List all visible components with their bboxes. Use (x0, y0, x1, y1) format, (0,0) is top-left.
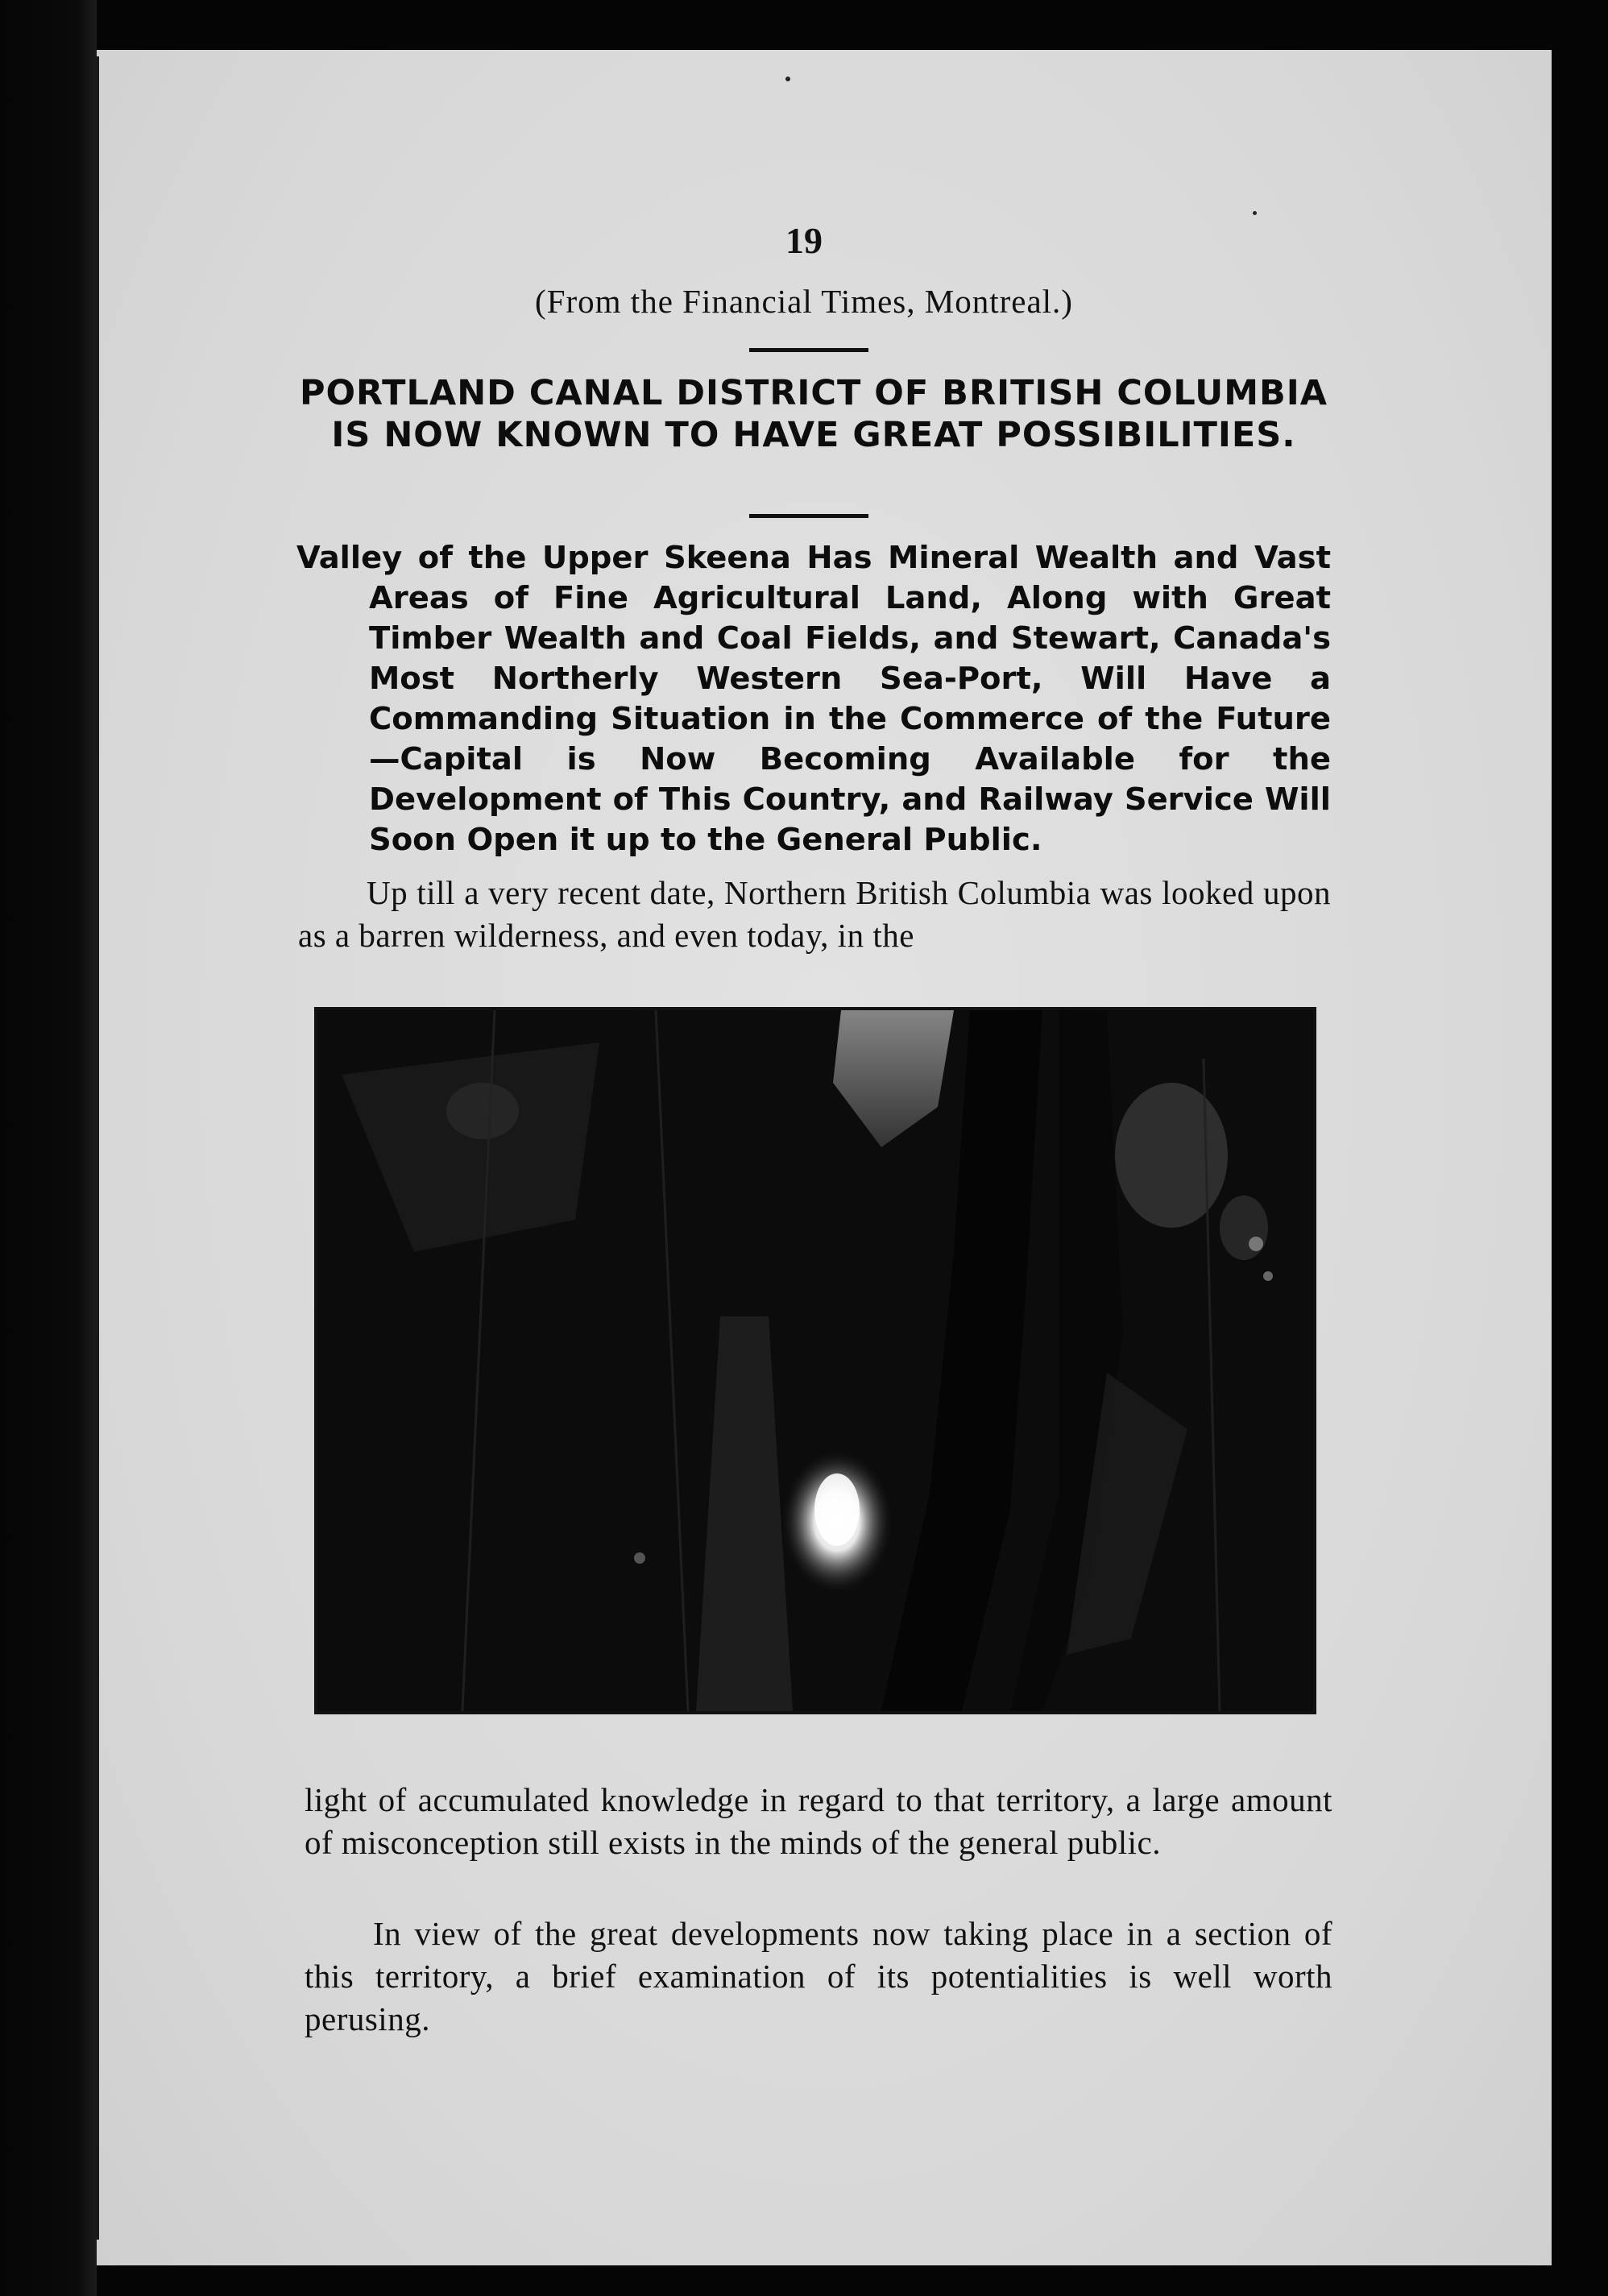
page-number: 19 (785, 220, 823, 261)
paragraph: In view of the great developments now taking place in a section of this territory, a brief examination of its potentialities is well worth perusing. (305, 1915, 1332, 2037)
paragraph: light of accumulated knowledge in regard to that territory, a large amount of misconception still exists in the minds of the general public. (305, 1781, 1332, 1861)
forest-photograph (314, 1007, 1316, 1714)
scan-left-edge (0, 0, 97, 2296)
article-headline: PORTLAND CANAL DISTRICT OF BRITISH COLUMBIA IS NOW KNOWN TO HAVE GREAT POSSIBILITIES. (299, 373, 1328, 455)
scan-speck (1253, 211, 1257, 215)
divider-rule (749, 514, 868, 518)
article-subhead: Valley of the Upper Skeena Has Mineral Wealth and Vast Areas of Fine Agricultural Land, Along with Great Timber Wealth and Coal Fields, and Stewart, Canada's Most Northerly Western Sea-Port, Will Have a Commanding Situation in the Commerce of the Future—Capital is Now Becoming Available for the Development of This Country, and Railway Service Will Soon Open it up to the General Public. (296, 540, 1331, 858)
scan-right-edge (1552, 0, 1608, 2296)
page-binding-line (95, 56, 99, 2240)
source-line: (From the Financial Times, Montreal.) (535, 283, 1073, 320)
scan-speck (785, 77, 790, 81)
divider-rule (749, 348, 868, 352)
paragraph: Up till a very recent date, Northern British Columbia was looked upon as a barren wilderness, and even today, in the (298, 874, 1331, 954)
